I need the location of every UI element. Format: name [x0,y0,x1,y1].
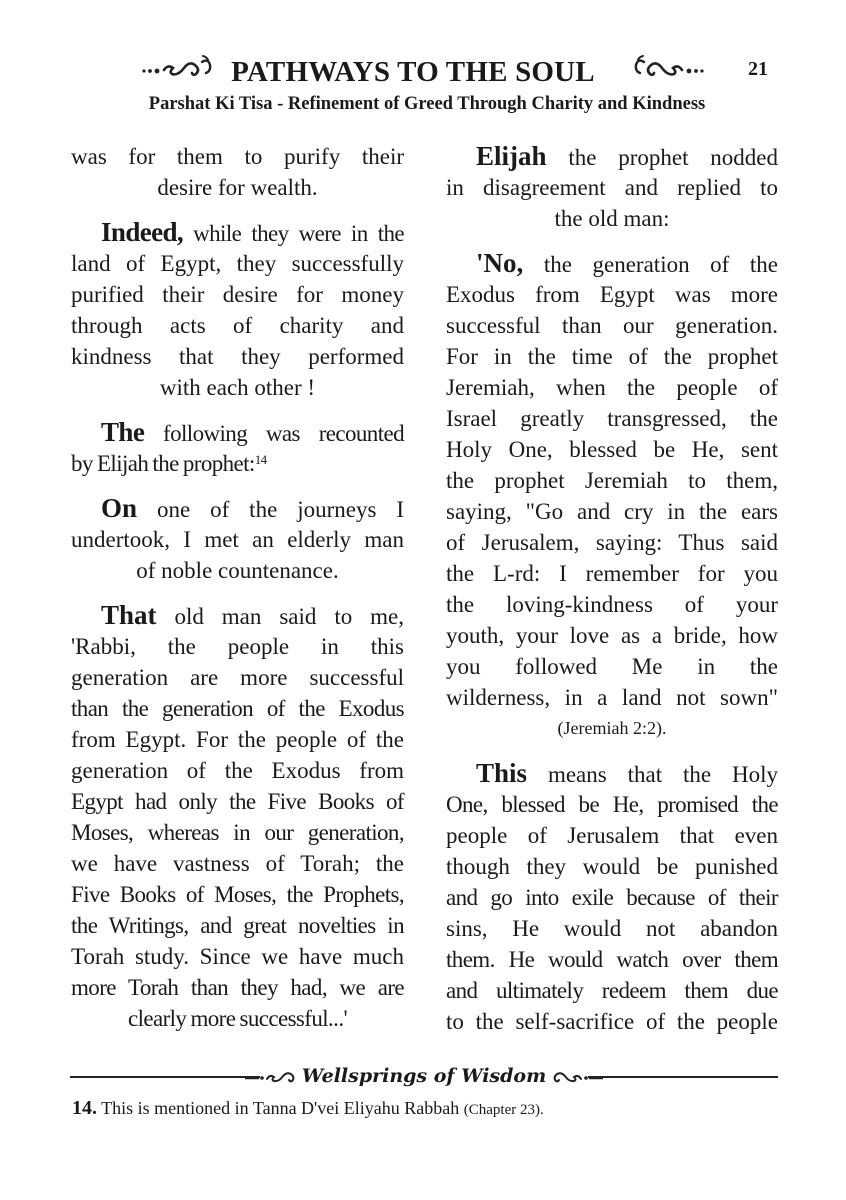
text-fragment: following was recounted [144,421,404,446]
paragraph [446,758,778,1037]
paragraph-lead-word: Elijah [476,141,547,171]
text-line: from Egypt. For the people of the [71,727,404,752]
text-line: we have vastness of Torah; the [71,851,404,876]
text-line: sins, He would not abandon [446,916,778,941]
text-line: clearly more successful...' [127,1006,348,1031]
footnote-number: 14. [72,1097,97,1119]
divider-text: Wellsprings of Wisdom [301,1065,547,1087]
text-line: Torah study. Since we have much [71,944,404,969]
right-column [446,141,778,1037]
text-line: generation of the Exodus from [71,758,404,783]
text-line: Five Books of Moses, the Prophets, [71,882,404,907]
text-line: For in the time of the prophet [446,344,778,369]
text-line: purified their desire for money [71,282,404,307]
text-line: Holy One, blessed be He, sent [446,437,778,462]
running-header [0,50,846,93]
text-line [71,493,404,524]
footnote [72,1097,544,1120]
text-fragment: the generation of the [523,252,778,277]
text-line [71,448,404,479]
text-line [446,758,778,789]
text-line: though they would be punished [446,854,778,879]
paragraph [446,141,778,234]
paragraph-lead-word: 'No, [476,248,524,278]
left-column [71,141,404,1034]
text-line: Exodus from Egypt was more [446,282,778,307]
text-line: than the generation of the Exodus [71,696,404,721]
footnote-chapter: (Chapter 23). [463,1102,544,1118]
paragraph [446,248,778,744]
paragraph-lead-word: Indeed, [101,217,184,247]
book-title: PATHWAYS TO THE SOUL [231,56,595,89]
text-line: land of Egypt, they successfully [71,251,404,276]
text-line: of noble countenance. [136,558,339,583]
text-line: One, blessed be He, promised the [446,792,778,817]
text-fragment: old man said to me, [156,604,404,629]
text-line: saying, "Go and cry in the ears [446,499,778,524]
text-line: successful than our generation. [446,313,778,338]
paragraph-lead-word: This [476,758,528,788]
text-line [71,600,404,631]
text-line: Jeremiah, when the people of [446,375,778,400]
text-line: and go into exile because of their [446,885,778,910]
ornament-scroll-left-icon [245,1067,300,1087]
text-fragment: the prophet nodded [546,145,778,170]
text-line [71,217,404,248]
footnote-divider [70,1063,778,1089]
paragraph [71,493,404,586]
text-line [446,141,778,172]
text-line: with each other ! [159,375,316,400]
text-line: and ultimately redeem them due [446,978,778,1003]
ornament-scroll-left-icon [140,52,240,93]
text-line: kindness that they performed [71,344,404,369]
text-line: the L-rd: I remember for you [446,561,778,586]
paragraph [71,417,404,479]
text-fragment: while they were in the [183,221,404,246]
paragraph-lead-word: That [101,600,157,630]
text-line: you followed Me in the [446,654,778,679]
paragraph [71,217,404,403]
paragraph-lead-word: On [101,493,138,523]
text-line [446,248,778,279]
text-line: people of Jerusalem that even [446,823,778,848]
text-line: the prophet Jeremiah to them, [446,468,778,493]
footnote-reference[interactable]: 14 [254,452,267,467]
text-line: the Writings, and great novelties in [71,913,404,938]
ornament-scroll-right-icon [548,1067,603,1087]
text-fragment: by Elijah the prophet: [71,451,255,476]
text-line: Moses, whereas in our generation, [71,820,404,845]
text-line: through acts of charity and [71,313,404,338]
text-line: the loving-kindness of your [446,592,778,617]
text-line: Egypt had only the Five Books of [71,789,404,814]
text-line: wilderness, in a land not sown" [446,685,778,710]
text-line: to the self-sacrifice of the people [446,1009,778,1034]
text-line: the old man: [554,206,670,231]
text-line: in disagreement and replied to [446,175,778,200]
footnote-text: This is mentioned in Tanna D'vei Eliyahu Rabbah [97,1098,464,1118]
text-line: more Torah than they had, we are [71,975,404,1000]
text-fragment: means that the Holy [527,762,778,787]
text-line: was for them to purify their [71,144,404,169]
paragraph [71,141,404,203]
text-line: them. He would watch over them [446,947,778,972]
paragraph [71,600,404,1034]
chapter-subtitle: Parshat Ki Tisa - Refinement of Greed Through Charity and Kindness [148,94,706,114]
text-line: desire for wealth. [157,175,318,200]
text-line: undertook, I met an elderly man [71,527,404,552]
divider-label [70,1063,778,1089]
scripture-citation: (Jeremiah 2:2). [557,718,667,738]
page-number: 21 [748,58,768,80]
text-line: of Jerusalem, saying: Thus said [446,530,778,555]
text-line: Israel greatly transgressed, the [446,406,778,431]
text-line: 'Rabbi, the people in this [71,634,404,659]
paragraph-lead-word: The [101,417,145,447]
text-line: youth, your love as a bride, how [446,623,778,648]
ornament-scroll-right-icon [606,52,706,93]
text-line [71,417,404,448]
text-fragment: one of the journeys I [137,497,404,522]
text-line: generation are more successful [71,665,404,690]
